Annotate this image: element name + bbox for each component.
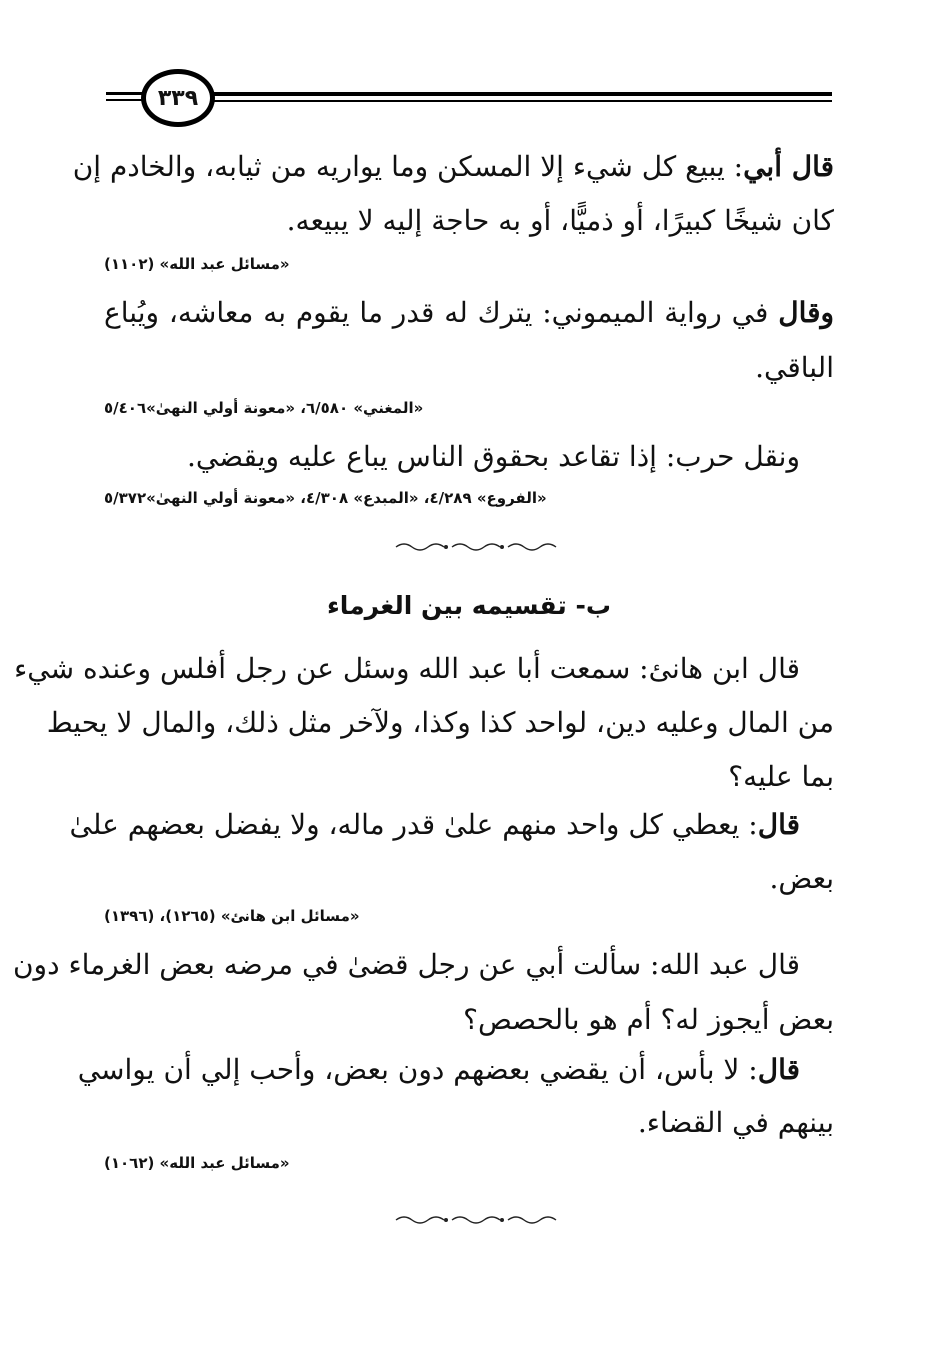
source-reference: «مسائل عبد الله» (١٠٦٢) [104,1154,290,1172]
paragraph-line: قال ابن هانئ: سمعت أبا عبد الله وسئل عن رجل أفلس وعنده شيء [14,652,800,685]
paragraph-line: من المال وعليه دين، لواحد كذا وكذا، ولآخر مثل ذلك، والمال لا يحيط [46,706,834,739]
page-number-frame [141,69,215,127]
paragraph-line [69,808,800,842]
section-divider-ornament [376,1214,576,1226]
paragraph-line: ونقل حرب: إذا تقاعد بحقوق الناس يباع عليه ويقضي. [187,440,800,473]
source-reference: «مسائل ابن هانئ» (١٢٦٥)، (١٣٩٦) [104,907,360,925]
speaker-label: وقال [778,296,834,329]
source-reference: «الفروع» ٤/٢٨٩، «المبدع» ٤/٣٠٨، «معونة أولي النهىٰ»٥/٣٧٢ [104,489,547,507]
paragraph-line [104,296,834,330]
section-heading: ب- تقسيمه بين الغرماء [327,591,611,620]
speaker-label: قال أبي [743,150,834,183]
paragraph-line [77,1053,800,1087]
paragraph-line: كان شيخًا كبيرًا، أو ذميًّا، أو به حاجة إليه لا يبيعه. [286,204,834,237]
paragraph-line: بعض أيجوز له؟ أم هو بالحصص؟ [463,1003,834,1036]
speaker-label: قال [757,808,800,841]
paragraph-text: في رواية الميموني: يترك له قدر ما يقوم به معاشه، ويُباع [104,296,779,329]
paragraph-text: : يعطي كل واحد منهم علىٰ قدر ماله، ولا يفضل بعضهم علىٰ [69,808,758,841]
header-rule [206,100,832,102]
section-divider-ornament [376,541,576,553]
source-reference: «المغني» ٦/٥٨٠، «معونة أولي النهىٰ»٥/٤٠٦ [104,399,424,417]
speaker-label: قال [757,1053,800,1086]
source-reference: «مسائل عبد الله» (١١٠٢) [104,255,290,273]
paragraph-line: الباقي. [755,351,834,384]
paragraph-line: بما عليه؟ [728,760,834,793]
paragraph-line: قال عبد الله: سألت أبي عن رجل قضىٰ في مرضه بعض الغرماء دون [12,948,800,981]
paragraph-line [72,150,834,184]
page-number: ٣٣٩ [157,85,199,111]
header-rule [206,92,832,96]
paragraph-text: : يبيع كل شيء إلا المسكن وما يواريه من ثيابه، والخادم إن [72,150,744,183]
paragraph-text: : لا بأس، أن يقضي بعضهم دون بعض، وأحب إلي أن يواسي [77,1053,758,1086]
paragraph-line: بعض. [769,862,834,895]
paragraph-line: بينهم في القضاء. [637,1106,834,1139]
